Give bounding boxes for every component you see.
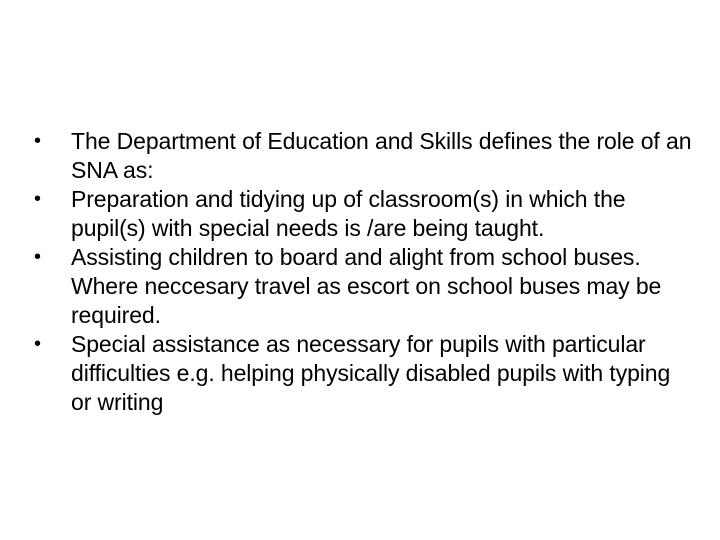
bullet-item — [34, 127, 694, 185]
bullet-item — [34, 243, 694, 330]
bullet-item — [34, 185, 694, 243]
bullet-item — [34, 330, 694, 417]
bullet-icon: • — [34, 333, 41, 355]
bullet-text: Preparation and tidying up of classroom(s) in which the pupil(s) with special needs is /are being taught. — [71, 186, 626, 241]
bullet-text: Assisting children to board and alight from school buses. Where neccesary travel as escort on school buses may be required. — [71, 244, 662, 328]
bullet-text: Special assistance as necessary for pupils with particular difficulties e.g. helping physically disabled pupils with typing or writing — [71, 331, 671, 415]
bullet-text: The Department of Education and Skills defines the role of an SNA as: — [71, 128, 692, 183]
bullet-icon: • — [34, 188, 41, 210]
bullet-list — [34, 127, 694, 417]
bullet-icon: • — [34, 246, 41, 268]
bullet-icon: • — [34, 130, 41, 152]
